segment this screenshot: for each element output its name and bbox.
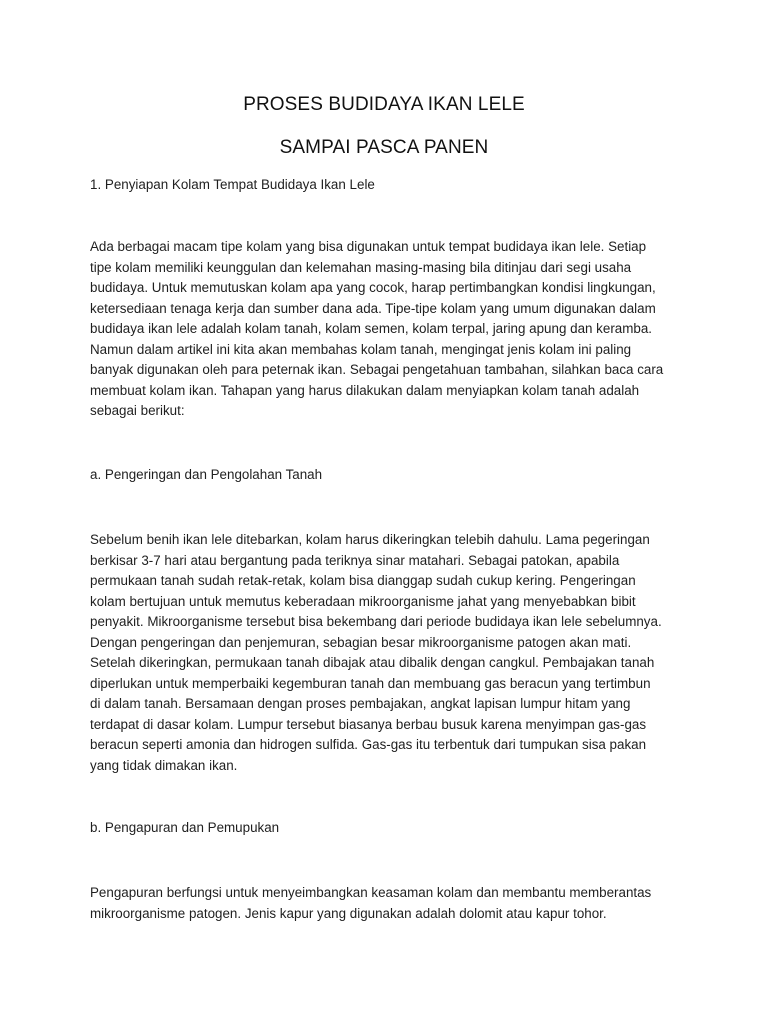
paragraph-line: Setelah dikeringkan, permukaan tanah dibajak atau dibalik dengan cangkul. Pembajakan tanah (90, 655, 655, 670)
document-subtitle: SAMPAI PASCA PANEN (279, 137, 489, 158)
paragraph-line: beracun seperti amonia dan hidrogen sulfida. Gas-gas itu terbentuk dari tumpukan sisa pakan (90, 737, 647, 752)
paragraph-line: membuat kolam ikan. Tahapan yang harus dilakukan dalam menyiapkan kolam tanah adalah (90, 382, 640, 398)
section-b-paragraph (90, 883, 690, 924)
paragraph-line: sebagai berikut: (90, 403, 185, 418)
section-b-heading: b. Pengapuran dan Pemupukan (90, 820, 280, 835)
paragraph-line: penyakit. Mikroorganisme tersebut bisa bekembang dari periode budidaya ikan lele sebelumnya. (90, 614, 662, 629)
paragraph-line: tipe kolam memiliki keunggulan dan kelemahan masing-masing bila ditinjau dari segi usaha (90, 259, 632, 275)
paragraph-line: di dalam tanah. Bersamaan dengan proses pembajakan, angkat lapisan lumpur hitam yang (90, 696, 631, 711)
paragraph-line: Dengan pengeringan dan penjemuran, sebagian besar mikroorganisme patogen akan mati. (90, 634, 632, 650)
paragraph-line: Pengapuran berfungsi untuk menyeimbangkan keasaman kolam dan membantu memberantas (90, 885, 652, 900)
paragraph-line: berkisar 3-7 hari atau bergantung pada teriknya sinar matahari. Sebagai patokan, apabila (90, 552, 620, 568)
paragraph-line: Namun dalam artikel ini kita akan membahas kolam tanah, mengingat jenis kolam ini paling (90, 341, 632, 357)
paragraph-line: budidaya. Untuk memutuskan kolam apa yang cocok, harap pertimbangkan kondisi lingkungan, (90, 280, 656, 295)
section-1-paragraph (90, 237, 690, 422)
paragraph-line: Ada berbagai macam tipe kolam yang bisa digunakan untuk tempat budidaya ikan lele. Setiap (90, 239, 647, 254)
section-a-paragraph (90, 530, 690, 776)
paragraph-line: kolam bertujuan untuk memutus keberadaan mikroorganisme jahat yang menyebabkan bibit (90, 593, 636, 609)
paragraph-line: mikroorganisme patogen. Jenis kapur yang digunakan adalah dolomit atau kapur tohor. (90, 905, 607, 921)
paragraph-line: Sebelum benih ikan lele ditebarkan, kolam harus dikeringkan telebih dahulu. Lama pegeringan (90, 532, 650, 547)
paragraph-line: budidaya ikan lele adalah kolam tanah, kolam semen, kolam terpal, jaring apung dan keramba. (90, 321, 653, 336)
section-1-heading: 1. Penyiapan Kolam Tempat Budidaya Ikan Lele (90, 177, 375, 192)
paragraph-line: permukaan tanah sudah retak-retak, kolam bisa dianggap sudah cukup kering. Pengeringan (90, 573, 636, 588)
document-title: PROSES BUDIDAYA IKAN LELE (243, 94, 525, 115)
section-a-heading: a. Pengeringan dan Pengolahan Tanah (90, 467, 323, 482)
paragraph-line: banyak digunakan oleh para peternak ikan. Sebagai pengetahuan tambahan, silahkan baca cara (90, 362, 664, 377)
paragraph-line: ketersediaan tenaga kerja dan sumber dana ada. Tipe-tipe kolam yang umum digunakan dalam (90, 300, 656, 316)
paragraph-line: diperlukan untuk memperbaiki kegemburan tanah dan membuang gas beracun yang tertimbun (90, 675, 651, 691)
paragraph-line: yang tidak dimakan ikan. (90, 757, 238, 773)
paragraph-line: terdapat di dasar kolam. Lumpur tersebut biasanya berbau busuk karena menyimpan gas-gas (90, 716, 647, 732)
